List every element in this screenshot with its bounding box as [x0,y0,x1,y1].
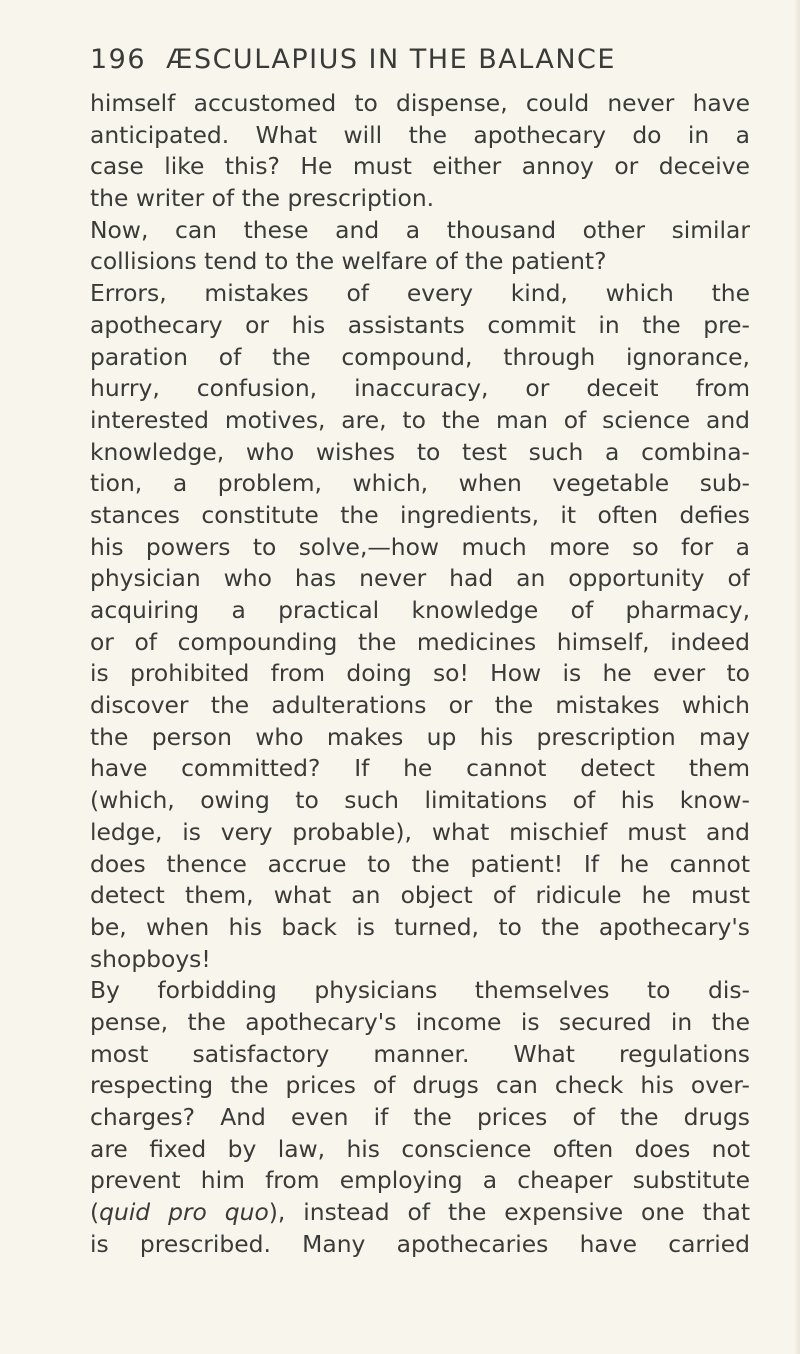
text-line: ledge, is very probable), what mischief must and [90,817,750,846]
text-line: apothecary or his assistants commit in the pre- [90,310,750,339]
text-line: most satisfactory manner. What regulations [90,1039,750,1068]
text-line: acquiring a practical knowledge of pharmacy, [90,596,750,624]
text-line: (which, owing to such limitations of his know- [90,786,750,815]
text-line: interested motives, are, to the man of science and [90,405,750,434]
text-line: tion, a problem, which, when vegetable sub- [90,469,750,498]
text-line: or of compounding the medicines himself, indeed [90,627,750,656]
page-edge-shadow [794,0,800,1354]
text-line: stances constitute the ingredients, it often defies [90,500,750,529]
text-line: prevent him from employing a cheaper substitute [90,1166,750,1195]
text-line: are fixed by law, his conscience often does not [90,1134,750,1163]
text-line: physician who has never had an opportunity of [90,564,750,593]
text-line: detect them, what an object of ridicule he must [90,881,750,910]
text-line: anticipated. What will the apothecary do in a [90,120,750,149]
text-line: is prescribed. Many apothecaries have carried [90,1229,750,1258]
text-line: does thence accrue to the patient! If he cannot [90,849,750,878]
text-line: hurry, confusion, inaccuracy, or deceit from [90,374,750,403]
text-line-with-latin [90,1197,750,1229]
text-line: pense, the apothecary's income is secured in the [90,1007,750,1036]
text-line: discover the adulterations or the mistakes which [90,691,750,720]
text-line: paration of the compound, through ignorance, [90,342,750,371]
text-line: collisions tend to the welfare of the patient? [90,247,607,276]
body-text [90,88,750,1260]
latin-phrase: quid pro quo [99,1198,269,1227]
text-line: shopboys! [90,944,211,973]
text-line: respecting the prices of drugs can check his over- [90,1071,750,1100]
text-line: his powers to solve,—how much more so for a [90,532,750,561]
text-line: By forbidding physicians themselves to dis- [90,976,750,1005]
page-number: 196 [90,44,147,75]
text-line: knowledge, who wishes to test such a combina- [90,437,750,466]
text-line: Now, can these and a thousand other similar [90,215,750,244]
paren-open: ( [90,1198,100,1227]
text-line: himself accustomed to dispense, could never have [90,89,750,117]
text-line: charges? And even if the prices of the drugs [90,1103,750,1131]
text-line: case like this? He must either annoy or deceive [90,152,750,181]
text-line: have committed? If he cannot detect them [90,754,750,783]
text-line: the person who makes up his prescription may [90,722,750,751]
running-title: ÆSCULAPIUS IN THE BALANCE [166,44,616,75]
text-line: Errors, mistakes of every kind, which the [90,279,750,308]
line-remainder: ), instead of the expensive one that [268,1198,750,1227]
running-head [90,44,720,76]
text-line: is prohibited from doing so! How is he ever to [90,659,750,688]
text-line: the writer of the prescription. [90,184,435,213]
text-line: be, when his back is turned, to the apothecary's [90,912,750,941]
